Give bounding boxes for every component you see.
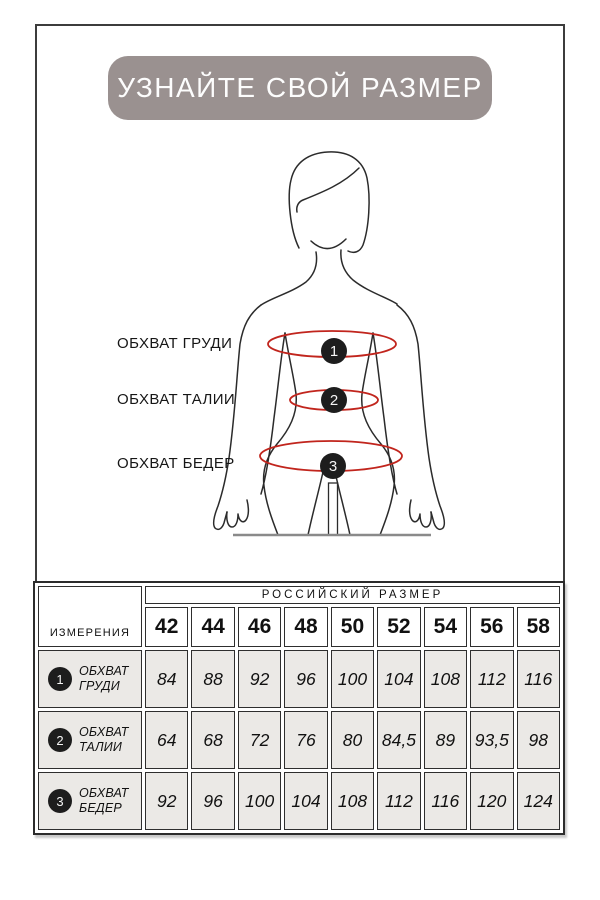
row-label: ОБХВАТ ГРУДИ (79, 664, 129, 693)
hips-row (38, 772, 560, 830)
row-label-cell (38, 772, 142, 830)
size-cell: 56 (470, 607, 513, 647)
value-cell: 84 (145, 650, 188, 708)
value-cell: 124 (517, 772, 561, 830)
figure-marker-1: 1 (321, 338, 347, 364)
value-cell: 96 (191, 772, 234, 830)
page-title: УЗНАЙТЕ СВОЙ РАЗМЕР (117, 72, 483, 103)
value-cell: 108 (331, 772, 374, 830)
value-cell: 64 (145, 711, 188, 769)
value-cell: 104 (284, 772, 327, 830)
size-cell: 48 (284, 607, 327, 647)
value-cell: 72 (238, 711, 281, 769)
value-cell: 108 (424, 650, 467, 708)
value-cell: 68 (191, 711, 234, 769)
value-cell: 98 (517, 711, 561, 769)
value-cell: 100 (238, 772, 281, 830)
value-cell: 104 (377, 650, 420, 708)
row-label: ОБХВАТ БЕДЕР (79, 786, 129, 815)
value-cell: 100 (331, 650, 374, 708)
figure-marker-2: 2 (321, 387, 347, 413)
value-cell: 92 (145, 772, 188, 830)
size-cell: 52 (377, 607, 420, 647)
row-number-badge: 1 (48, 667, 72, 691)
waist-row (38, 711, 560, 769)
russian-size-header-cell: РОССИЙСКИЙ РАЗМЕР (145, 586, 560, 604)
size-chart-table (35, 583, 563, 833)
value-cell: 89 (424, 711, 467, 769)
label-hips: ОБХВАТ БЕДЕР (117, 455, 235, 472)
row-number-badge: 3 (48, 789, 72, 813)
value-cell: 76 (284, 711, 327, 769)
value-cell: 96 (284, 650, 327, 708)
value-cell: 92 (238, 650, 281, 708)
bust-row (38, 650, 560, 708)
size-cell: 44 (191, 607, 234, 647)
value-cell: 116 (517, 650, 561, 708)
label-waist: ОБХВАТ ТАЛИИ (117, 391, 236, 408)
value-cell: 80 (331, 711, 374, 769)
row-label: ОБХВАТ ТАЛИИ (79, 725, 129, 754)
size-cell: 46 (238, 607, 281, 647)
size-cell: 54 (424, 607, 467, 647)
value-cell: 112 (377, 772, 420, 830)
body-figure-illustration (37, 26, 563, 566)
value-cell: 112 (470, 650, 513, 708)
size-chart (33, 581, 565, 835)
measurements-header-cell: ИЗМЕРЕНИЯ (38, 586, 142, 647)
row-label-cell (38, 711, 142, 769)
figure-marker-3: 3 (320, 453, 346, 479)
size-cell: 58 (517, 607, 561, 647)
value-cell: 116 (424, 772, 467, 830)
row-number-badge: 2 (48, 728, 72, 752)
size-cell: 50 (331, 607, 374, 647)
value-cell: 120 (470, 772, 513, 830)
size-cell: 42 (145, 607, 188, 647)
value-cell: 93,5 (470, 711, 513, 769)
label-bust: ОБХВАТ ГРУДИ (117, 335, 233, 352)
value-cell: 88 (191, 650, 234, 708)
value-cell: 84,5 (377, 711, 420, 769)
row-label-cell (38, 650, 142, 708)
